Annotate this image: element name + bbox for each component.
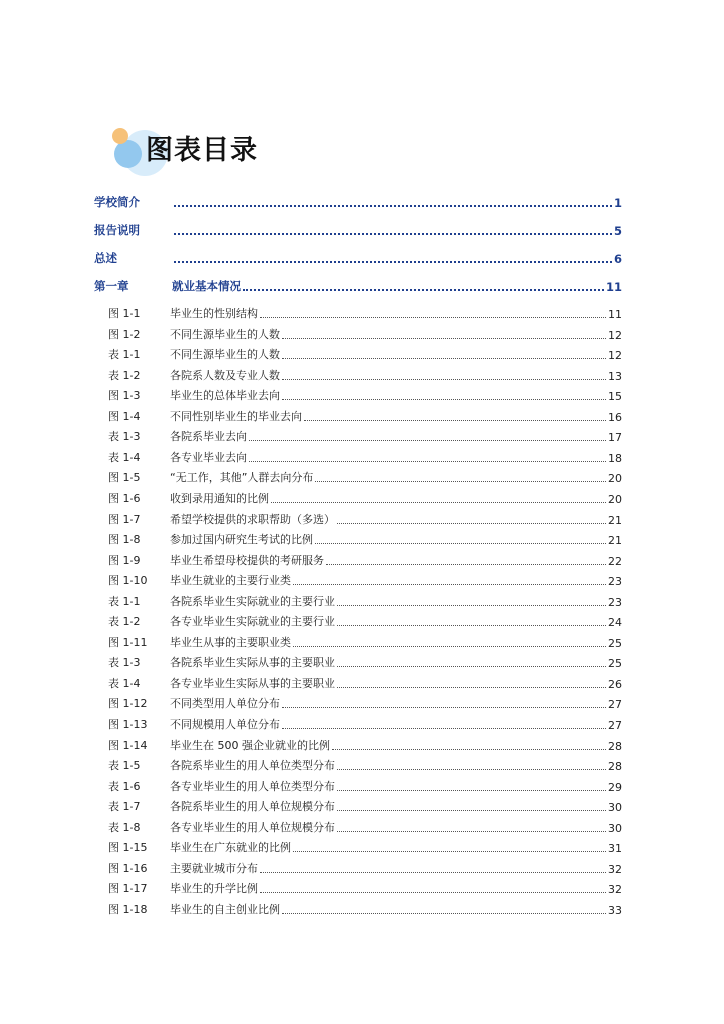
toc-page-number: 32 <box>608 862 622 876</box>
toc-sub-entry[interactable] <box>108 345 622 362</box>
toc-dot-leader <box>260 892 606 893</box>
toc-figure-title: 各专业毕业生的用人单位规模分布 <box>170 820 335 834</box>
toc-figure-title: 希望学校提供的求职帮助（多选） <box>170 512 335 526</box>
toc-entry-label: 总述 <box>94 251 117 265</box>
toc-page-number: 26 <box>608 677 622 691</box>
toc-dot-leader <box>260 317 606 318</box>
toc-sub-entry[interactable] <box>108 612 622 629</box>
toc-page-number: 11 <box>605 280 622 294</box>
toc-figure-code: 图 1-15 <box>108 841 148 855</box>
toc-figure-code: 表 1-3 <box>108 656 141 670</box>
toc-sub-entry[interactable] <box>108 756 622 773</box>
toc-dot-leader <box>293 851 606 852</box>
toc-sub-entry[interactable] <box>108 633 622 650</box>
toc-dot-leader <box>337 687 606 688</box>
toc-dot-leader <box>282 707 606 708</box>
toc-main-entry[interactable] <box>94 248 622 266</box>
toc-figure-title: 各专业毕业生实际就业的主要行业 <box>170 615 335 629</box>
toc-page-number: 25 <box>608 636 622 650</box>
toc-figure-code: 图 1-9 <box>108 553 141 567</box>
toc-dot-leader <box>282 399 606 400</box>
toc-figure-code: 图 1-2 <box>108 327 141 341</box>
toc-sub-entry[interactable] <box>108 592 622 609</box>
toc-figure-title: 各专业毕业生实际从事的主要职业 <box>170 676 335 690</box>
toc-dot-leader <box>315 543 606 544</box>
toc-figure-code: 图 1-8 <box>108 533 141 547</box>
toc-page-number: 28 <box>608 739 622 753</box>
toc-sub-entry[interactable] <box>108 879 622 896</box>
toc-figure-code: 表 1-2 <box>108 368 141 382</box>
toc-dot-leader <box>315 481 606 482</box>
toc-sub-entry[interactable] <box>108 900 622 917</box>
toc-page-number: 12 <box>608 349 622 363</box>
toc-figure-title: 毕业生在 500 强企业就业的比例 <box>170 738 330 752</box>
toc-figure-title: 参加过国内研究生考试的比例 <box>170 533 313 547</box>
toc-figure-title: 毕业生希望母校提供的考研服务 <box>170 553 324 567</box>
toc-page-number: 17 <box>608 431 622 445</box>
toc-sub-entry[interactable] <box>108 427 622 444</box>
toc-sub-entry[interactable] <box>108 366 622 383</box>
toc-figure-title: 收到录用通知的比例 <box>170 491 269 505</box>
toc-entry-label: 报告说明 <box>94 223 140 237</box>
toc-figure-title: 各院系毕业生的用人单位类型分布 <box>170 759 335 773</box>
toc-sub-entry[interactable] <box>108 304 622 321</box>
toc-sub-entry[interactable] <box>108 530 622 547</box>
toc-figure-code: 表 1-5 <box>108 759 141 773</box>
toc-figure-code: 表 1-2 <box>108 615 141 629</box>
toc-sub-entry[interactable] <box>108 818 622 835</box>
toc-figure-code: 图 1-16 <box>108 861 148 875</box>
toc-figure-code: 图 1-13 <box>108 718 148 731</box>
toc-dot-leader <box>282 338 606 339</box>
toc-sub-entry[interactable] <box>108 777 622 794</box>
toc-figure-title: 不同性别毕业生的毕业去向 <box>170 409 302 423</box>
toc-page-number: 16 <box>608 410 622 424</box>
toc-figure-code: 图 1-14 <box>108 738 148 752</box>
toc-sub-entry[interactable] <box>108 551 622 568</box>
toc-figure-title: 各院系毕业生实际从事的主要职业 <box>170 656 335 670</box>
toc-figure-title: 毕业生就业的主要行业类 <box>170 574 291 588</box>
toc-dot-leader <box>174 205 612 207</box>
page-title: 图表目录 <box>146 135 258 166</box>
toc-entry-title: 就业基本情况 <box>172 279 241 293</box>
toc-figure-code: 图 1-1 <box>108 307 141 320</box>
toc-page-number: 27 <box>608 698 622 712</box>
toc-dot-leader <box>337 523 606 524</box>
toc-sub-entry[interactable] <box>108 694 622 711</box>
toc-figure-title: 毕业生在广东就业的比例 <box>170 841 291 855</box>
toc-page-number: 11 <box>608 308 622 321</box>
toc-figure-title: 不同规模用人单位分布 <box>170 718 280 731</box>
toc-page-number: 21 <box>608 513 622 527</box>
toc-sub-entry[interactable] <box>108 489 622 506</box>
toc-sub-entry[interactable] <box>108 674 622 691</box>
toc-page-number: 27 <box>608 719 622 732</box>
toc-page-number: 23 <box>608 575 622 589</box>
toc-figure-title: 毕业生的总体毕业去向 <box>170 389 280 403</box>
toc-dot-leader <box>337 790 606 791</box>
toc-main-entry[interactable] <box>94 276 622 294</box>
toc-figure-title: 不同类型用人单位分布 <box>170 697 280 711</box>
toc-dot-leader <box>282 913 606 914</box>
toc-page-number: 22 <box>608 554 622 568</box>
toc-dot-leader <box>337 625 606 626</box>
toc-dot-leader <box>271 502 606 503</box>
toc-page-number: 20 <box>608 492 622 506</box>
toc-figure-code: 表 1-4 <box>108 450 141 464</box>
toc-figure-title: 各专业毕业去向 <box>170 450 247 464</box>
toc-page-number: 12 <box>608 328 622 342</box>
toc-figure-code: 图 1-6 <box>108 491 141 505</box>
toc-dot-leader <box>260 872 606 873</box>
toc-sub-entry[interactable] <box>108 736 622 753</box>
toc-dot-leader <box>282 358 606 359</box>
toc-figure-code: 图 1-3 <box>108 389 141 403</box>
toc-page-number: 30 <box>608 801 622 815</box>
toc-dot-leader <box>337 810 606 811</box>
toc-figure-code: 图 1-7 <box>108 512 141 526</box>
toc-figure-title: 各院系毕业生的用人单位规模分布 <box>170 800 335 814</box>
toc-dot-leader <box>282 379 606 380</box>
toc-dot-leader <box>337 769 606 770</box>
toc-page-number: 6 <box>613 252 622 266</box>
toc-sub-entry[interactable] <box>108 838 622 855</box>
toc-sub-entry[interactable] <box>108 325 622 342</box>
toc-sub-entry[interactable] <box>108 571 622 588</box>
toc-dot-leader <box>243 289 604 291</box>
toc-page-number: 32 <box>608 883 622 897</box>
toc-dot-leader <box>332 749 606 750</box>
toc-dot-leader <box>337 605 606 606</box>
toc-dot-leader <box>174 233 612 235</box>
toc-figure-code: 表 1-8 <box>108 820 141 834</box>
toc-figure-code: 表 1-1 <box>108 594 141 608</box>
toc-page-number: 13 <box>608 369 622 383</box>
toc-figure-title: 各院系毕业去向 <box>170 430 247 444</box>
toc-figure-title: 主要就业城市分布 <box>170 861 258 875</box>
toc-page-number: 20 <box>608 472 622 486</box>
toc-dot-leader <box>293 584 606 585</box>
toc-dot-leader <box>249 440 606 441</box>
toc-entry-label: 学校简介 <box>94 195 140 209</box>
toc-figure-code: 图 1-18 <box>108 902 148 916</box>
toc-figure-code: 图 1-5 <box>108 471 141 485</box>
toc-figure-title: 毕业生的性别结构 <box>170 307 258 320</box>
toc-page-number: 18 <box>608 451 622 465</box>
toc-dot-leader <box>337 666 606 667</box>
toc-sub-entry[interactable] <box>108 468 622 485</box>
toc-figure-title: 各院系人数及专业人数 <box>170 368 280 382</box>
toc-dot-leader <box>174 261 612 263</box>
toc-sub-entry[interactable] <box>108 859 622 876</box>
toc-sub-entry[interactable] <box>108 448 622 465</box>
toc-figure-title: “无工作，其他”人群去向分布 <box>170 471 314 485</box>
toc-dot-leader <box>249 461 606 462</box>
toc-figure-code: 图 1-12 <box>108 697 148 711</box>
toc-dot-leader <box>282 728 606 729</box>
toc-figure-code: 表 1-3 <box>108 430 141 444</box>
toc-dot-leader <box>326 564 606 565</box>
toc-main-entry[interactable] <box>94 220 622 238</box>
toc-main-entry[interactable] <box>94 192 622 210</box>
toc-sub-entry[interactable] <box>108 386 622 403</box>
toc-figure-code: 表 1-7 <box>108 800 141 814</box>
toc-page-number: 30 <box>608 821 622 835</box>
toc-entry-label: 第一章 <box>94 279 129 293</box>
toc-sub-entry[interactable] <box>108 653 622 670</box>
toc-page-number: 21 <box>608 534 622 548</box>
toc-page-number: 1 <box>613 196 622 210</box>
toc-figure-code: 表 1-4 <box>108 676 141 690</box>
toc-figure-code: 图 1-11 <box>108 635 148 649</box>
toc-figure-title: 毕业生的自主创业比例 <box>170 902 280 916</box>
toc-page-number: 24 <box>608 616 622 630</box>
toc-page-number: 29 <box>608 780 622 794</box>
toc-page-number: 28 <box>608 760 622 774</box>
toc-sub-entry[interactable] <box>108 797 622 814</box>
toc-figure-title: 不同生源毕业生的人数 <box>170 348 280 362</box>
toc-figure-title: 各专业毕业生的用人单位类型分布 <box>170 779 335 793</box>
toc-dot-leader <box>337 831 606 832</box>
toc-figure-code: 图 1-4 <box>108 409 141 423</box>
toc-page-number: 31 <box>608 842 622 856</box>
toc-page-number: 23 <box>608 595 622 609</box>
toc-figure-title: 不同生源毕业生的人数 <box>170 327 280 341</box>
toc-page-number: 5 <box>613 224 622 238</box>
toc-sub-entry[interactable] <box>108 715 622 732</box>
toc-figure-title: 各院系毕业生实际就业的主要行业 <box>170 594 335 608</box>
toc-figure-title: 毕业生从事的主要职业类 <box>170 635 291 649</box>
toc-figure-title: 毕业生的升学比例 <box>170 882 258 896</box>
toc-figure-code: 图 1-17 <box>108 882 148 896</box>
toc-figure-code: 图 1-10 <box>108 574 148 588</box>
toc-page-number: 15 <box>608 390 622 404</box>
toc-sub-entry[interactable] <box>108 510 622 527</box>
toc-dot-leader <box>304 420 606 421</box>
toc-figure-code: 表 1-1 <box>108 348 141 362</box>
toc-sub-entry[interactable] <box>108 407 622 424</box>
toc-page-number: 33 <box>608 903 622 917</box>
toc-figure-code: 表 1-6 <box>108 779 141 793</box>
toc-dot-leader <box>293 646 606 647</box>
toc-page-number: 25 <box>608 657 622 671</box>
